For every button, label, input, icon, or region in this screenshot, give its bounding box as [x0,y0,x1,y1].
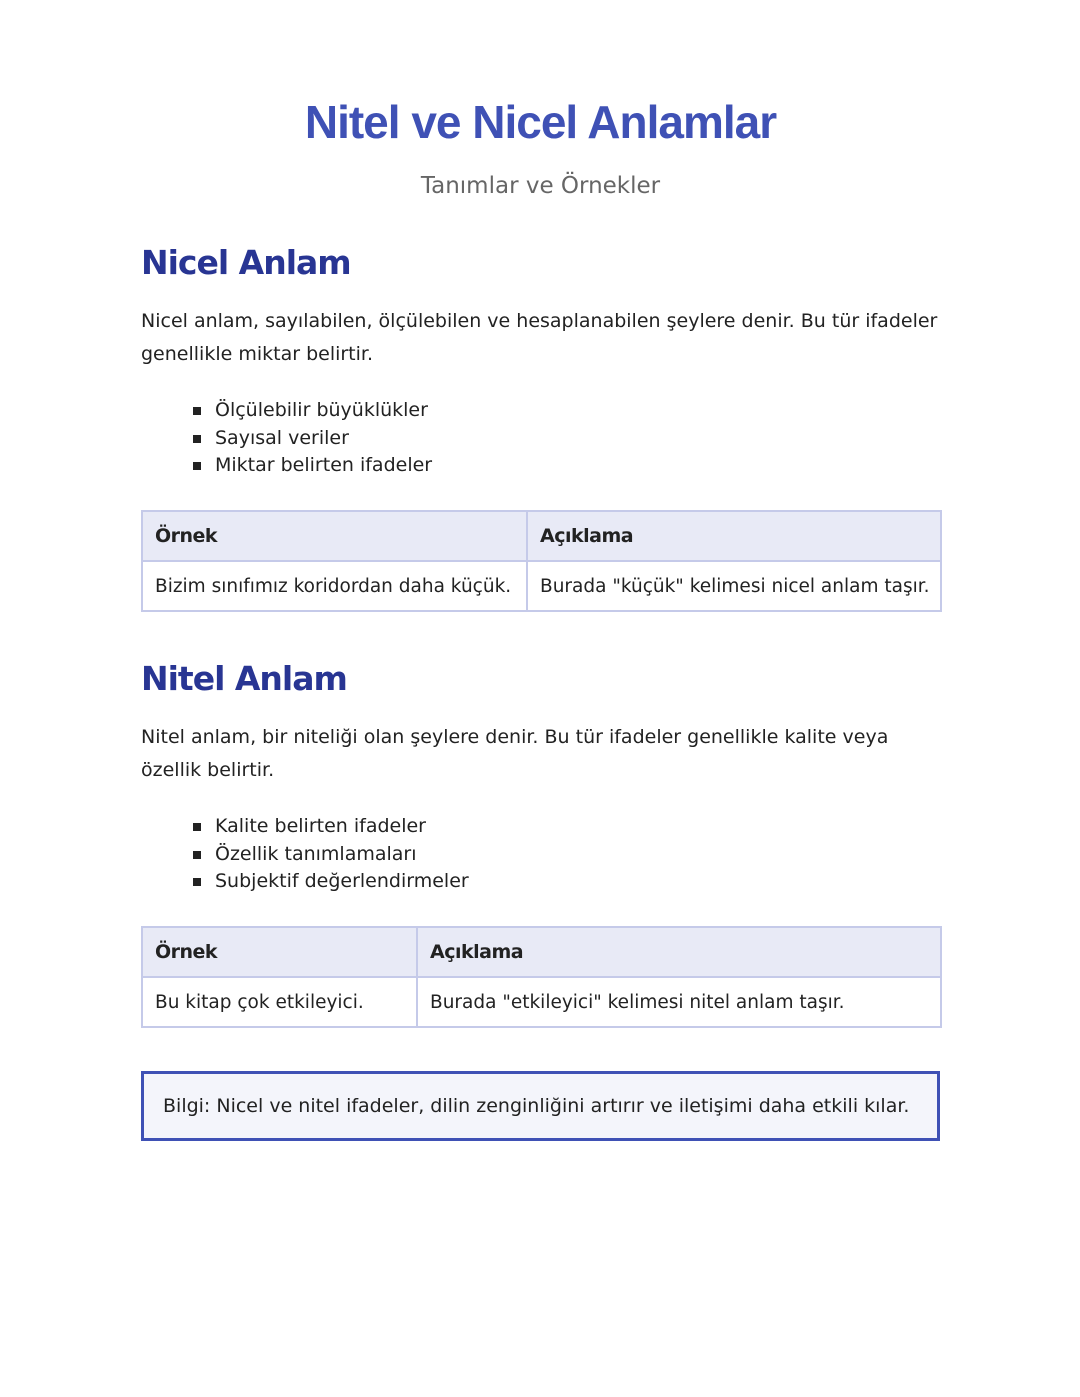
table-cell-explanation: Burada "etkileyici" kelimesi nitel anlam taşır. [417,977,941,1027]
table-cell-example: Bu kitap çok etkileyici. [142,977,417,1027]
bullet-icon [193,851,201,859]
column-header-explanation: Açıklama [527,511,941,561]
list-item: Sayısal veriler [141,425,432,453]
document-subtitle: Tanımlar ve Örnekler [420,173,661,199]
bullet-icon [193,878,201,886]
section-heading-nicel: Nicel Anlam [141,243,351,282]
info-box [141,1071,940,1141]
list-item: Subjektif değerlendirmeler [141,868,469,896]
list-item: Ölçülebilir büyüklükler [141,397,432,425]
bullet-list-nitel [141,813,469,896]
example-table-nitel [141,926,942,1028]
list-item: Miktar belirten ifadeler [141,452,432,480]
bullet-icon [193,407,201,415]
section-heading-nitel: Nitel Anlam [141,659,347,698]
document-title: Nitel ve Nicel Anlamlar [304,96,777,148]
column-header-explanation: Açıklama [417,927,941,977]
section-paragraph-nicel: Nicel anlam, sayılabilen, ölçülebilen ve hesaplanabilen şeylere denir. Bu tür ifadeler genellikle miktar belirtir. [141,310,938,365]
bullet-list-nicel [141,397,432,480]
table-cell-example: Bizim sınıfımız koridordan daha küçük. [142,561,527,611]
table-row [142,977,941,1027]
info-box-text: Bilgi: Nicel ve nitel ifadeler, dilin zenginliğini artırır ve iletişimi daha etkili kılar. [163,1095,910,1117]
section-paragraph-nitel: Nitel anlam, bir niteliği olan şeylere denir. Bu tür ifadeler genellikle kalite veya özellik belirtir. [141,726,889,781]
bullet-icon [193,823,201,831]
column-header-example: Örnek [142,511,527,561]
table-row [142,561,941,611]
list-item: Özellik tanımlamaları [141,841,469,869]
bullet-icon [193,462,201,470]
example-table-nicel [141,510,942,612]
list-item: Kalite belirten ifadeler [141,813,469,841]
table-header-row [142,511,941,561]
table-cell-explanation: Burada "küçük" kelimesi nicel anlam taşır. [527,561,941,611]
column-header-example: Örnek [142,927,417,977]
table-header-row [142,927,941,977]
bullet-icon [193,435,201,443]
